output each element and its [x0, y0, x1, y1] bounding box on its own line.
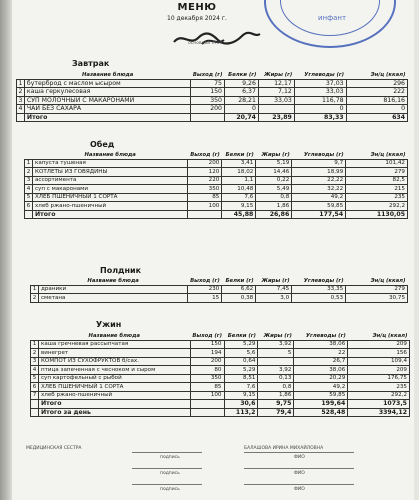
dish-output: 120 [188, 168, 222, 177]
dish-fat: 14,46 [256, 168, 292, 177]
dish-protein: 5,29 [224, 340, 258, 349]
dish-protein: 9,15 [224, 391, 258, 400]
fio-caption-2: ФИО [294, 471, 305, 476]
dish-name: каша геркулесовая [24, 88, 190, 97]
total-fat: 23,89 [258, 113, 294, 122]
dish-protein: 3,41 [222, 159, 256, 168]
total-carbs: 528,48 [294, 408, 348, 417]
section-title-dinner: Ужин [96, 320, 122, 329]
dish-protein: 7,6 [222, 193, 256, 202]
dish-protein: 6,62 [222, 285, 256, 294]
table-header: Название блюда Выход (г) Белки (г) Жиры (г) Углеводы (г) Эн/ц (ккал) [31, 332, 410, 340]
table-row [25, 202, 408, 211]
dish-carbs: 49,2 [292, 193, 346, 202]
row-index: 2 [25, 168, 33, 177]
total-protein: 45,88 [222, 210, 256, 219]
table-row [25, 168, 408, 177]
dish-energy: 0 [346, 105, 407, 114]
dish-output: 80 [190, 366, 224, 375]
dish-carbs: 59,85 [294, 391, 348, 400]
dish-carbs: 0 [294, 105, 346, 114]
row-index: 2 [18, 88, 23, 96]
dish-name: суп картофельный с рыбой [38, 374, 190, 383]
dish-fat: 3,0 [256, 294, 292, 303]
dish-carbs: 38,06 [294, 340, 348, 349]
lunch-table [24, 151, 408, 219]
signature-line-3 [132, 484, 202, 485]
dish-output: 100 [190, 391, 224, 400]
dish-name: СУП МОЛОЧНЫЙ С МАКАРОНАМИ [24, 96, 190, 105]
dish-carbs: 116,78 [294, 96, 346, 105]
table-row [31, 391, 410, 400]
dish-fat: 0,8 [258, 383, 294, 392]
row-index: 5 [31, 374, 39, 383]
row-index: 7 [31, 391, 39, 400]
dish-name: хлеб ржано-пшеничный [32, 202, 187, 211]
dish-energy: 816,16 [346, 96, 407, 105]
dish-carbs: 20,29 [294, 374, 348, 383]
row-index: 2 [31, 294, 39, 303]
row-index: 4 [25, 185, 33, 194]
dish-energy: 292,2 [346, 202, 408, 211]
total-label: Итого [32, 210, 187, 219]
dish-carbs: 22 [294, 349, 348, 358]
dish-fat: 7,12 [258, 88, 294, 97]
row-index: 5 [25, 193, 33, 202]
dish-output: 200 [191, 105, 225, 114]
total-carbs: 199,64 [294, 400, 348, 409]
total-protein: 20,74 [225, 113, 259, 122]
dish-fat: 7,45 [256, 285, 292, 294]
table-row [25, 159, 408, 168]
dish-protein: 0 [225, 105, 259, 114]
dish-carbs: 37,03 [294, 79, 346, 88]
table-row [31, 349, 410, 358]
dish-fat: 5,19 [256, 159, 292, 168]
dish-name: хлеб ржано-пшеничный [38, 391, 190, 400]
dish-protein: 28,21 [225, 96, 259, 105]
total-energy: 3394,12 [348, 408, 410, 417]
dish-carbs: 59,85 [292, 202, 346, 211]
dish-output: 194 [190, 349, 224, 358]
dinner-table [30, 332, 410, 417]
fio-line [244, 452, 354, 453]
row-index: 1 [31, 285, 39, 294]
dish-name: каша гречневая рассыпчатая [38, 340, 190, 349]
sign-caption-2: подпись [160, 471, 180, 476]
dish-protein: 0,38 [222, 294, 256, 303]
dish-fat: 0,8 [256, 193, 292, 202]
table-row [17, 96, 408, 105]
dish-name: КОТЛЕТЫ ИЗ ГОВЯДИНЫ [32, 168, 187, 177]
row-index: 6 [25, 202, 33, 211]
dish-fat [258, 105, 294, 114]
dish-output: 85 [188, 193, 222, 202]
dish-fat: 5 [258, 349, 294, 358]
day-total-row [31, 408, 410, 417]
dish-protein: 5,6 [224, 349, 258, 358]
dish-carbs: 18,99 [292, 168, 346, 177]
total-fat: 9,75 [258, 400, 294, 409]
dish-carbs: 22,22 [292, 176, 346, 185]
dish-energy: 82,5 [346, 176, 408, 185]
row-index [25, 210, 33, 219]
total-label: Итого [24, 113, 190, 122]
row-index: 3 [31, 357, 39, 366]
dish-name: винегрет [38, 349, 190, 358]
dish-fat [258, 357, 294, 366]
dish-output: 350 [188, 185, 222, 194]
table-row [17, 105, 408, 114]
dish-energy: 296 [346, 79, 407, 88]
dish-name: ХЛЕБ ПШЕНИЧНЫЙ 1 СОРТА [38, 383, 190, 392]
dish-output: 350 [190, 374, 224, 383]
dish-protein: 18,02 [222, 168, 256, 177]
dish-energy: 279 [346, 168, 408, 177]
dish-energy: 109,4 [348, 357, 410, 366]
total-fat: 79,4 [258, 408, 294, 417]
row-index: 3 [25, 176, 33, 185]
dish-carbs: 32,22 [292, 185, 346, 194]
dish-carbs: 49,2 [294, 383, 348, 392]
row-index: 2 [31, 349, 39, 358]
dish-energy: 222 [346, 88, 407, 97]
dish-output: 350 [191, 96, 225, 105]
dish-name: суп с макаронами [32, 185, 187, 194]
total-output [191, 113, 225, 122]
menu-sheet [12, 0, 414, 500]
dish-output: 220 [188, 176, 222, 185]
section-title-lunch: Обед [90, 140, 115, 149]
dish-fat: 1,86 [256, 202, 292, 211]
dish-fat: 0,22 [256, 176, 292, 185]
dish-energy: 30,75 [346, 294, 408, 303]
dish-protein: 0,64 [224, 357, 258, 366]
dish-output: 200 [188, 159, 222, 168]
dish-energy: 279 [346, 285, 408, 294]
dish-energy: 292,2 [348, 391, 410, 400]
snack-table [30, 277, 408, 303]
fio-caption: ФИО [294, 455, 305, 460]
dish-energy: 235 [348, 383, 410, 392]
dish-protein: 5,29 [224, 366, 258, 375]
total-energy: 1073,5 [348, 400, 410, 409]
approver-label: основной стол [188, 41, 223, 46]
total-row [31, 400, 410, 409]
dish-name: КОМПОТ ИЗ СУХОФРУКТОВ б/сах. [38, 357, 190, 366]
row-index [31, 400, 39, 409]
dish-fat: 3,92 [258, 366, 294, 375]
breakfast-table [16, 71, 408, 122]
total-energy: 1130,05 [346, 210, 408, 219]
total-row [17, 113, 408, 122]
row-index: 1 [31, 340, 39, 349]
dish-name: ЧАЙ БЕЗ САХАРА [24, 105, 190, 114]
dish-output: 85 [190, 383, 224, 392]
total-carbs: 177,54 [292, 210, 346, 219]
table-row [31, 357, 410, 366]
table-header: Название блюда Выход (г) Белки (г) Жиры (г) Углеводы (г) Эн/ц (ккал) [17, 71, 408, 79]
table-header: Название блюда Выход (г) Белки (г) Жиры (г) Углеводы (г) Эн/ц (ккал) [25, 151, 408, 159]
dish-fat: 0,13 [258, 374, 294, 383]
table-row [31, 285, 408, 294]
dish-name: капуста тушеная [32, 159, 187, 168]
total-energy: 634 [346, 113, 407, 122]
dish-output: 150 [190, 340, 224, 349]
page-title: МЕНЮ [177, 2, 217, 13]
table-row [31, 366, 410, 375]
dish-fat: 33,03 [258, 96, 294, 105]
table-row [17, 88, 408, 97]
row-index: 1 [25, 159, 33, 168]
total-carbs: 83,33 [294, 113, 346, 122]
signature-line [132, 452, 202, 453]
fio-line-3 [244, 484, 354, 485]
table-row [31, 340, 410, 349]
dish-protein: 6,37 [225, 88, 259, 97]
dish-output: 15 [188, 294, 222, 303]
dish-energy: 156 [348, 349, 410, 358]
row-index: 3 [18, 96, 23, 104]
dish-protein: 1,1 [222, 176, 256, 185]
dish-carbs: 0,53 [292, 294, 346, 303]
total-row [25, 210, 408, 219]
dish-protein: 8,51 [224, 374, 258, 383]
row-index: 4 [31, 366, 39, 375]
total-label: Итого [38, 400, 190, 409]
dish-output: 230 [188, 285, 222, 294]
table-row [25, 193, 408, 202]
section-title-breakfast: Завтрак [72, 59, 110, 68]
dish-energy: 235 [346, 193, 408, 202]
fio-line-2 [244, 468, 354, 469]
signature-line-2 [132, 468, 202, 469]
table-row [31, 383, 410, 392]
dish-carbs: 38,06 [294, 366, 348, 375]
table-row [25, 185, 408, 194]
total-output [190, 400, 224, 409]
table-row [31, 374, 410, 383]
row-index [31, 408, 39, 417]
dish-name: ХЛЕБ ПШЕНИЧНЫЙ 1 СОРТА [32, 193, 187, 202]
dish-energy: 215 [346, 185, 408, 194]
dish-carbs: 26,7 [294, 357, 348, 366]
dish-name: бутерброд с маслом ысыром [24, 79, 190, 88]
sign-caption-3: подпись [160, 487, 180, 492]
table-row [31, 294, 408, 303]
dish-name: птица запеченная с чесноком и сыром [38, 366, 190, 375]
dish-output: 75 [191, 79, 225, 88]
dish-energy: 209 [348, 366, 410, 375]
dish-output: 200 [190, 357, 224, 366]
dish-name: сметана [38, 294, 187, 303]
dish-fat: 5,49 [256, 185, 292, 194]
dish-energy: 176,75 [348, 374, 410, 383]
dish-fat: 12,17 [258, 79, 294, 88]
dish-protein: 10,48 [222, 185, 256, 194]
total-output [188, 210, 222, 219]
stamp-seal: инфант [264, 0, 396, 48]
dish-energy: 101,42 [346, 159, 408, 168]
dish-name: ассортимента [32, 176, 187, 185]
row-index [17, 113, 25, 122]
menu-date: 10 декабря 2024 г. [167, 15, 227, 22]
dish-carbs: 33,35 [292, 285, 346, 294]
row-index: 4 [18, 105, 23, 113]
total-label: Итого за день [38, 408, 190, 417]
sign-caption: подпись [160, 455, 180, 460]
dish-output: 150 [191, 88, 225, 97]
row-index: 1 [18, 79, 23, 87]
dish-energy: 209 [348, 340, 410, 349]
table-header: Название блюда Выход (г) Белки (г) Жиры (г) Углеводы (г) Эн/ц (ккал) [31, 277, 408, 285]
section-title-snack: Полдник [100, 266, 142, 275]
total-protein: 113,2 [224, 408, 258, 417]
table-row [17, 79, 408, 88]
nurse-label: МЕДИЦИНСКАЯ СЕСТРА [26, 446, 82, 451]
dish-protein: 9,26 [225, 79, 259, 88]
nurse-name: БАЛАШОВА ИРИНА МИХАЙЛОВНА [244, 446, 324, 451]
row-index: 6 [31, 383, 39, 392]
dish-protein: 7,6 [224, 383, 258, 392]
dish-carbs: 33,03 [294, 88, 346, 97]
total-output [190, 408, 224, 417]
dish-output: 100 [188, 202, 222, 211]
dish-fat: 1,86 [258, 391, 294, 400]
dish-name: драники [38, 285, 187, 294]
dish-protein: 9,15 [222, 202, 256, 211]
dish-fat: 3,92 [258, 340, 294, 349]
dish-carbs: 9,7 [292, 159, 346, 168]
total-protein: 30,6 [224, 400, 258, 409]
fio-caption-3: ФИО [294, 487, 305, 492]
table-row [25, 176, 408, 185]
total-fat: 26,86 [256, 210, 292, 219]
